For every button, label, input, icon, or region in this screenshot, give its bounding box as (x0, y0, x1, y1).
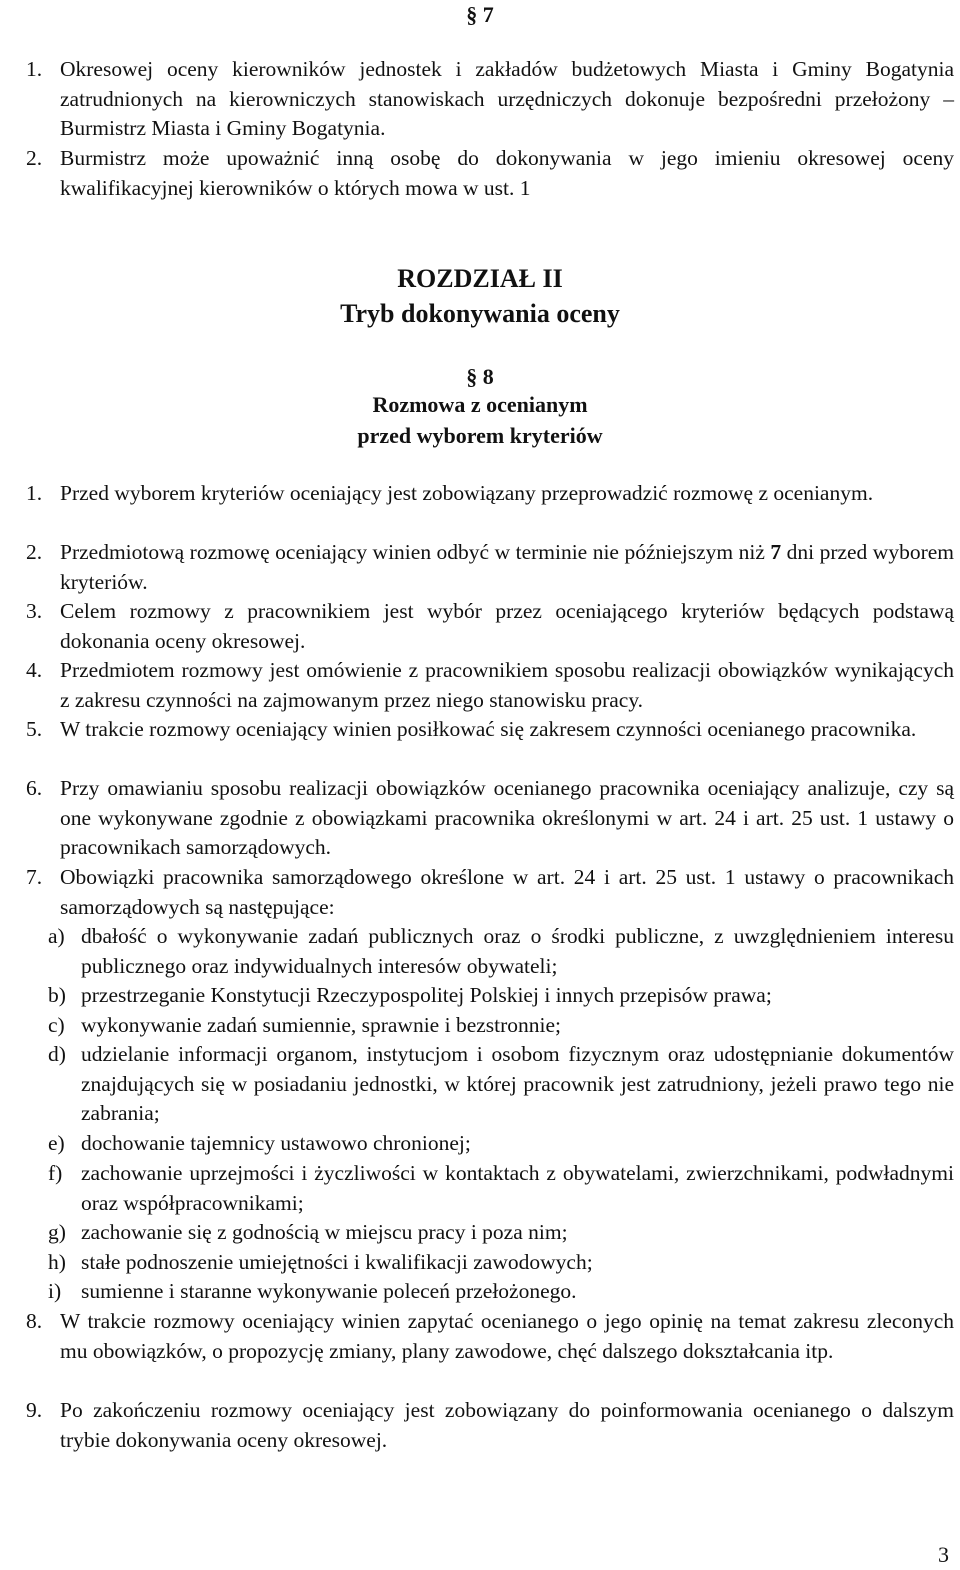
section-7-heading: § 7 (466, 2, 494, 27)
duty-letter: d) (48, 1042, 66, 1066)
paragraph-8-9 (26, 1396, 954, 1455)
duty-letter: b) (48, 983, 66, 1007)
paragraph-text: Po zakończeniu rozmowy oceniający jest zobowiązany do poinformowania ocenianego o dalszym trybie dokonywania oceny okresowej. (60, 1398, 954, 1452)
paragraph-number: 5. (26, 717, 43, 741)
paragraph-text-bold: 7 (770, 540, 782, 564)
duty-item-b (48, 981, 954, 1011)
paragraph-8-4 (26, 656, 954, 715)
paragraph-8-6 (26, 774, 954, 863)
paragraph-number: 2. (26, 146, 43, 170)
chapter-label: ROZDZIAŁ II (397, 264, 563, 293)
paragraph-8-5 (26, 715, 954, 745)
paragraph-number: 1. (26, 57, 43, 81)
paragraph-8-7 (26, 863, 954, 922)
duty-item-e (48, 1129, 954, 1159)
duty-text: dbałość o wykonywanie zadań publicznych oraz o środki publiczne, z uwzględnieniem interesu publicznego oraz indywidualnych interesów obywateli; (81, 924, 954, 978)
paragraph-text-a: Przedmiotową rozmowę oceniający winien odbyć w terminie nie późniejszym niż (60, 540, 771, 564)
duty-text: przestrzeganie Konstytucji Rzeczypospolitej Polskiej i innych przepisów prawa; (81, 983, 772, 1007)
duty-text: dochowanie tajemnicy ustawowo chronionej; (81, 1131, 471, 1155)
duty-letter: g) (48, 1220, 66, 1244)
page-number: 3 (938, 1542, 949, 1567)
paragraph-text: Okresowej oceny kierowników jednostek i zakładów budżetowych Miasta i Gminy Bogatynia zatrudnionych na kierowniczych stanowiskach urzędniczych dokonuje bezpośredni przełożony – Burmistrz Miasta i Gminy Bogatynia. (60, 57, 954, 141)
paragraph-text: W trakcie rozmowy oceniający winien posiłkować się zakresem czynności ocenianego pracownika. (60, 717, 917, 741)
duty-text: stałe podnoszenie umiejętności i kwalifikacji zawodowych; (81, 1250, 593, 1274)
paragraph-text: Przed wyborem kryteriów oceniający jest zobowiązany przeprowadzić rozmowę z ocenianym. (60, 481, 874, 505)
paragraph-number: 4. (26, 658, 43, 682)
paragraph-number: 8. (26, 1309, 43, 1333)
duty-letter: c) (48, 1013, 65, 1037)
paragraph-8-2 (26, 538, 954, 597)
paragraph-text: Przy omawianiu sposobu realizacji obowiązków ocenianego pracownika oceniający analizuje, czy są one wykonywane zgodnie z obowiązkami pracownika określonymi w art. 24 i art. 25 ust. 1 ustawy o pracownikach samorządowych. (60, 776, 954, 860)
section-8-heading: § 8 (466, 364, 494, 389)
duty-text: zachowanie uprzejmości i życzliwości w kontaktach z obywatelami, zwierzchnikami, podwładnymi oraz współpracownikami; (81, 1161, 954, 1215)
paragraph-number: 9. (26, 1398, 43, 1422)
duty-letter: h) (48, 1250, 66, 1274)
duty-letter: f) (48, 1161, 63, 1185)
duty-text: sumienne i staranne wykonywanie poleceń przełożonego. (81, 1279, 577, 1303)
duty-item-c (48, 1011, 954, 1041)
paragraph-8-1 (26, 479, 954, 509)
duty-item-i (48, 1277, 954, 1307)
duty-item-f (48, 1159, 954, 1218)
paragraph-8-8 (26, 1307, 954, 1366)
paragraph-number: 6. (26, 776, 43, 800)
paragraph-number: 2. (26, 540, 43, 564)
duty-letter: a) (48, 924, 65, 948)
duty-text: udzielanie informacji organom, instytucjom i osobom fizycznym oraz udostępnianie dokumentów znajdujących się w posiadaniu jednostki, w której pracownik jest zatrudniony, jeżeli prawo tego nie zabrania; (81, 1042, 954, 1126)
paragraph-number: 1. (26, 481, 43, 505)
paragraph-number: 7. (26, 865, 43, 889)
paragraph-text: W trakcie rozmowy oceniający winien zapytać ocenianego o jego opinię na temat zakresu zleconych mu obowiązków, o propozycję zmiany, plany zawodowe, chęć dalszego dokształcania itp. (60, 1309, 954, 1363)
paragraph-text-b: dni przed wyborem kryteriów. (60, 540, 954, 594)
paragraph-text: Celem rozmowy z pracownikiem jest wybór przez oceniającego kryteriów będących podstawą dokonania oceny okresowej. (60, 599, 954, 653)
section-8-title-line-1: Rozmowa z ocenianym (372, 392, 588, 417)
paragraph-text: Burmistrz może upoważnić inną osobę do dokonywania w jego imieniu okresowej oceny kwalifikacyjnej kierowników o których mowa w ust. 1 (60, 146, 954, 200)
paragraph-7-2 (26, 144, 954, 203)
section-8-title-line-2: przed wyborem kryteriów (357, 423, 603, 448)
paragraph-7-1 (26, 55, 954, 144)
duty-text: wykonywanie zadań sumiennie, sprawnie i bezstronnie; (81, 1013, 562, 1037)
paragraph-text: Obowiązki pracownika samorządowego określone w art. 24 i art. 25 ust. 1 ustawy o pracownikach samorządowych są następujące: (60, 865, 954, 919)
duty-letter: e) (48, 1131, 65, 1155)
duty-item-a (48, 922, 954, 981)
duty-text: zachowanie się z godnością w miejscu pracy i poza nim; (81, 1220, 568, 1244)
paragraph-text: Przedmiotem rozmowy jest omówienie z pracownikiem sposobu realizacji obowiązków wynikających z zakresu czynności na zajmowanym przez niego stanowisku pracy. (60, 658, 954, 712)
duty-item-g (48, 1218, 954, 1248)
chapter-title: Tryb dokonywania oceny (340, 299, 620, 328)
duty-letter: i) (48, 1279, 62, 1303)
duty-item-d (48, 1040, 954, 1129)
paragraph-8-3 (26, 597, 954, 656)
duty-item-h (48, 1248, 954, 1278)
paragraph-number: 3. (26, 599, 43, 623)
